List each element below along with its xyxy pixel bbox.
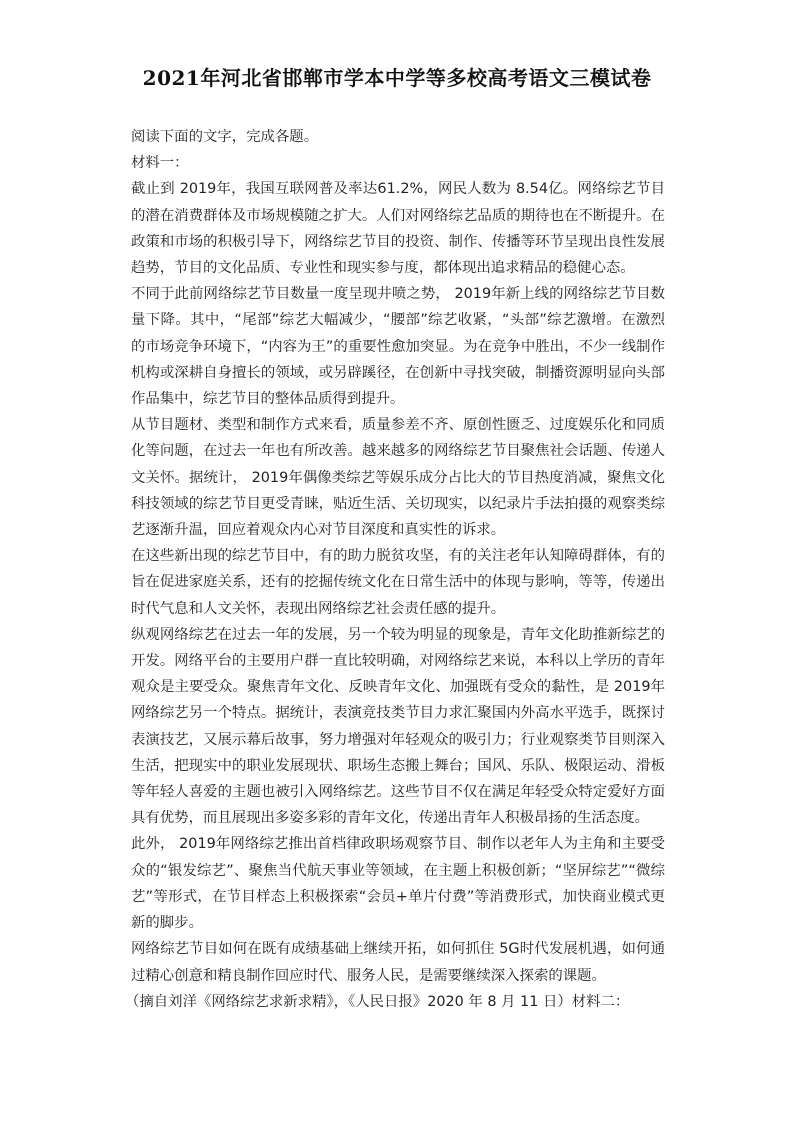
document-body — [125, 124, 666, 1015]
paragraph: 此外， 2019年网络综艺推出首档律政职场观察节目、制作以老年人为主角和主要受众的“银发综艺”、聚焦当代航天事业等领域，在主题上积极创新；“坚屏综艺”“微综艺”等形式，在节目样态上积极探索“会员+单片付费”等消费形式，加快商业模式更新的脚步。 — [131, 836, 665, 932]
paragraph: 在这些新出现的综艺节目中，有的助力脱贫攻坚，有的关注老年认知障碍群体，有的旨在促进家庭关系，还有的挖掘传统文化在日常生活中的体现与影响，等等，传递出时代气息和人文关怀，表现出网络综艺社会责任感的提升。 — [131, 548, 665, 617]
instruction-text: 阅读下面的文字，完成各题。 — [131, 129, 319, 145]
page-title: 2021年河北省邯郸市学本中学等多校高考语文三模试卷 — [142, 66, 652, 90]
paragraph: 从节目题材、类型和制作方式来看，质量参差不齐、原创性匮乏、过度娱乐化和同质化等问题，在过去一年也有所改善。越来越多的网络综艺节目聚焦社会话题、传递人文关怀。据统计， 2019年偶像类综艺等娱乐成分占比大的节目热度消减，聚焦文化科技领域的综艺节目更受青睐，贴近生活、关切现实，以纪录片手法拍摄的观察类综艺逐渐升温，回应着观众内心对节目深度和真实性的诉求。 — [131, 417, 665, 539]
material-heading: 材料一： — [131, 155, 189, 172]
paragraph: 不同于此前网络综艺节目数量一度呈现井喷之势， 2019年新上线的网络综艺节目数量下降。其中，“尾部”综艺大幅减少，“腰部”综艺收紧，“头部”综艺激增。在激烈的市场竞争环境下，“内容为王”的重要性愈加突显。为在竞争中胜出，不少一线制作机构或深耕自身擅长的领域，或另辟蹊径，在创新中寻找突破，制播资源明显向头部作品集中，综艺节目的整体品质得到提升。 — [131, 286, 666, 408]
paragraph: 截止到 2019年，我国互联网普及率达61.2%，网民人数为 8.54亿。网络综艺节目的潜在消费群体及市场规模随之扩大。人们对网络综艺品质的期待也在不断提升。在政策和市场的积极引导下，网络综艺节目的投资、制作、传播等环节呈现出良性发展趋势，节目的文化品质、专业性和现实参与度，都体现出追求精品的稳健心态。 — [131, 181, 665, 277]
paragraph: 网络综艺节目如何在既有成绩基础上继续开拓，如何抓住 5G时代发展机遇，如何通过精心创意和精良制作回应时代、服务人民，是需要继续深入探索的课题。 — [131, 941, 665, 984]
paragraph: 纵观网络综艺在过去一年的发展，另一个较为明显的现象是，青年文化助推新综艺的开发。网络平台的主要用户群一直比较明确，对网络综艺来说，本科以上学历的青年观众是主要受众。聚焦青年文化、反映青年文化、加强既有受众的黏性，是 2019年网络综艺另一个特点。据统计，表演竞技类节目力求汇聚国内外高水平选手，既探讨表演技艺，又展示幕后故事，努力增强对年轻观众的吸引力；行业观察类节目则深入生活，把现实中的职业发展现状、职场生态搬上舞台；国风、乐队、极限运动、滑板等年轻人喜爱的主题也被引入网络综艺。这些节目不仅在满足年轻受众特定爱好方面具有优势，而且展现出多姿多彩的青年文化，传递出青年人积极昂扬的生活态度。 — [131, 626, 665, 827]
source-citation: （摘自刘洋《网络综艺求新求精》，《人民日报》2020 年 8 月 11 日）材料二： — [125, 993, 630, 1010]
